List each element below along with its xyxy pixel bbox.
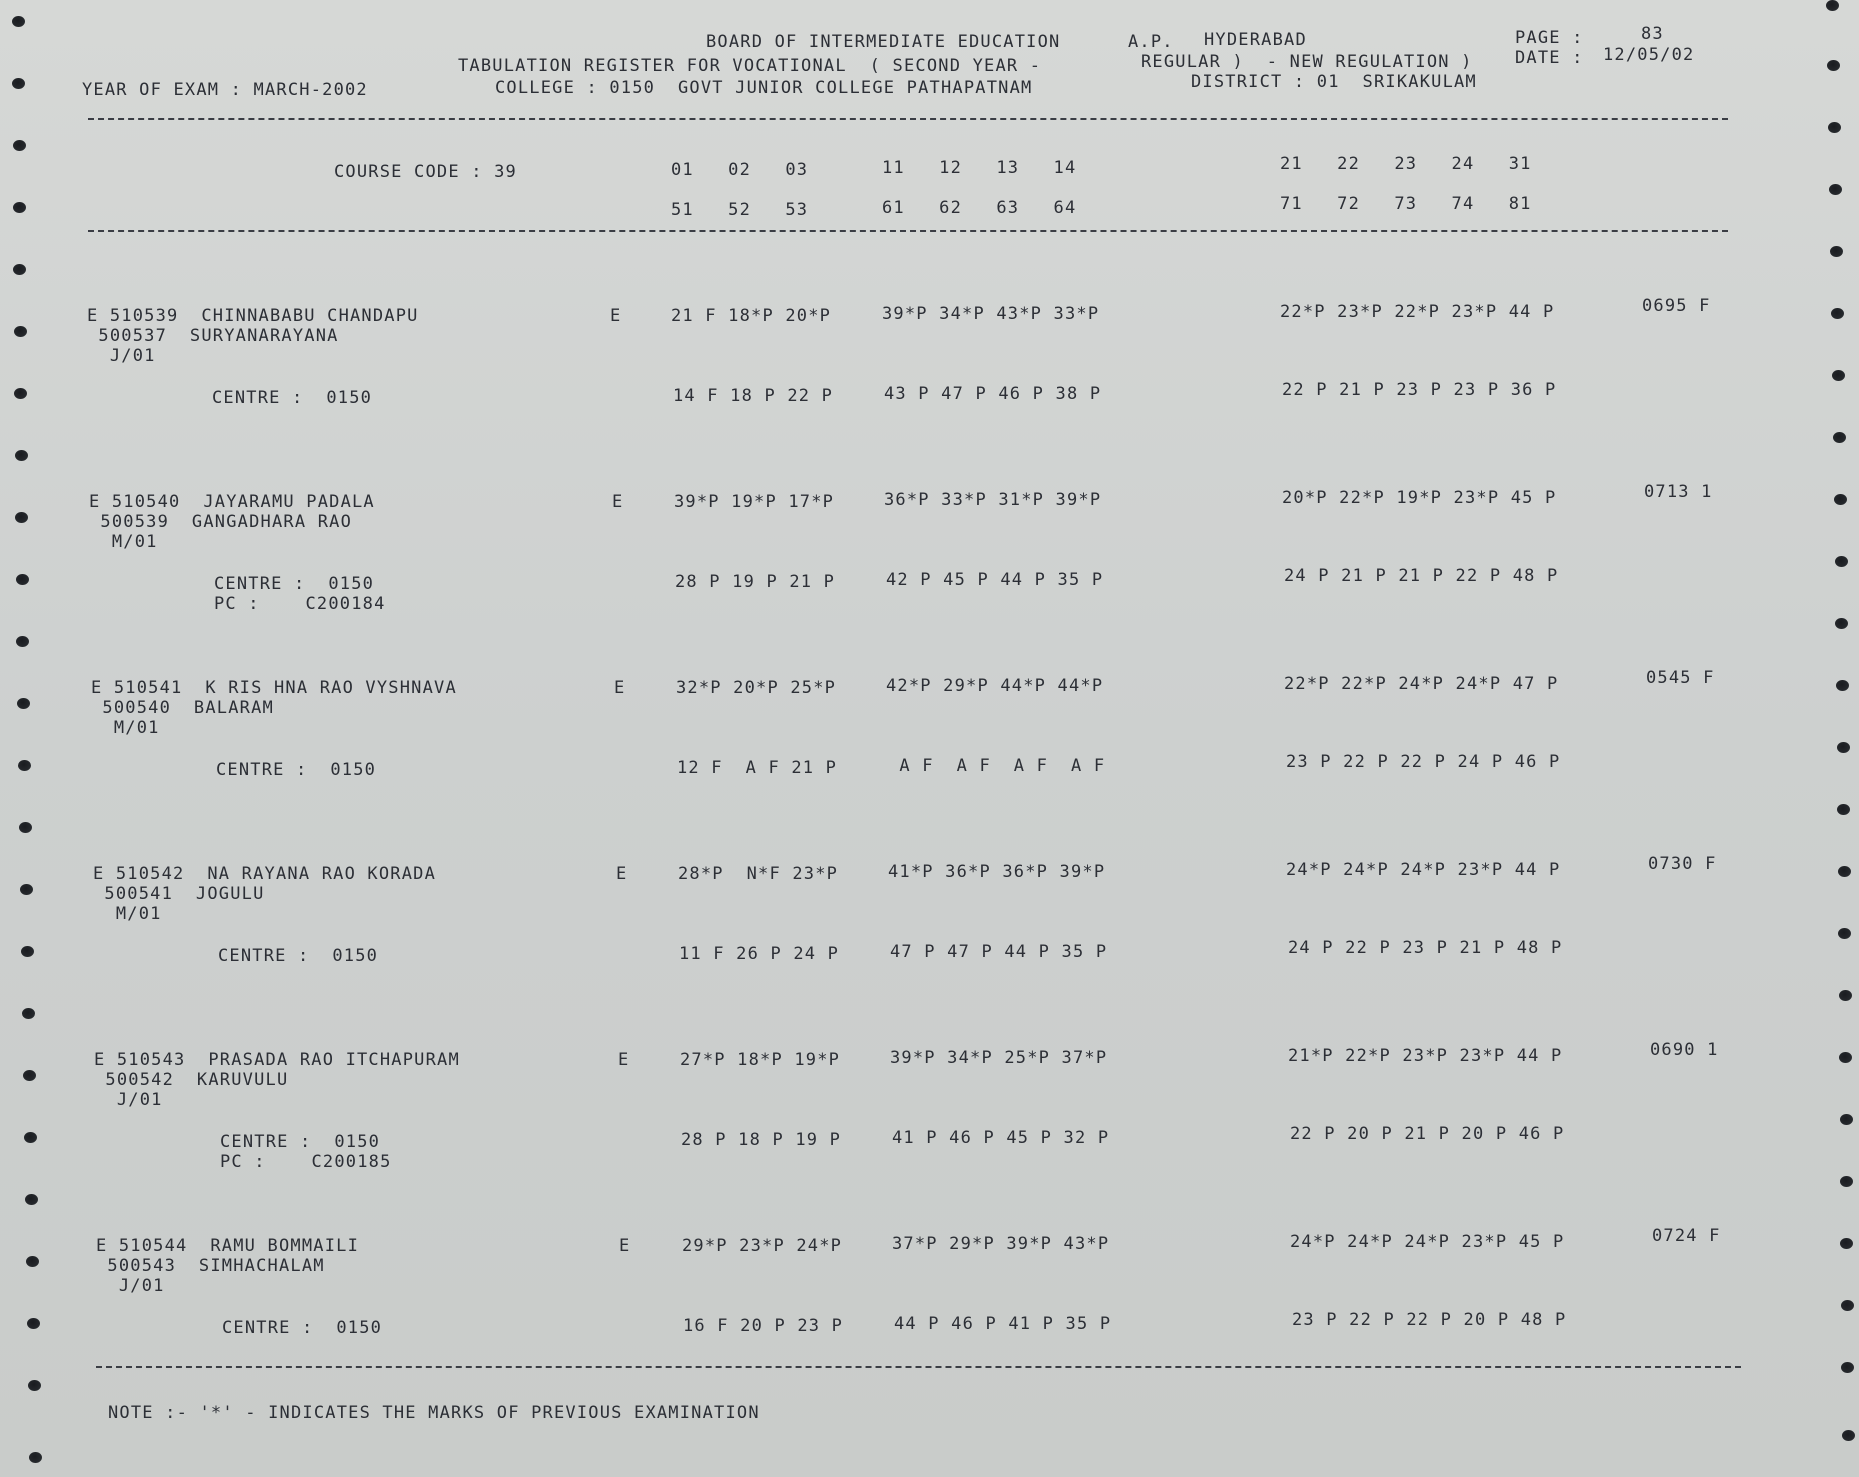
feed-hole — [28, 1380, 41, 1391]
marks-group-c: 21*P 22*P 23*P 23*P 44 P — [1288, 1046, 1563, 1066]
group-code: M/01 — [89, 532, 158, 552]
date-label: DATE : — [1515, 48, 1584, 68]
feed-hole — [1840, 1114, 1853, 1125]
feed-hole — [1841, 1300, 1854, 1311]
marks-group-c: 22*P 23*P 22*P 23*P 44 P — [1280, 302, 1555, 322]
group-code: M/01 — [91, 718, 160, 738]
hall-marks-b: A F A F A F A F — [888, 756, 1106, 776]
feed-hole — [24, 1132, 37, 1143]
total-result: 0695 F — [1642, 296, 1711, 316]
hall-marks-b: 42 P 45 P 44 P 35 P — [886, 570, 1104, 590]
subject-codes-e: 61 62 63 64 — [882, 198, 1077, 218]
centre: CENTRE : 0150 — [214, 574, 375, 594]
board-name: BOARD OF INTERMEDIATE EDUCATION — [706, 32, 1061, 52]
centre: CENTRE : 0150 — [216, 760, 377, 780]
feed-hole — [12, 78, 25, 89]
group-code: J/01 — [96, 1276, 165, 1296]
feed-hole — [12, 16, 25, 27]
subject-codes-b: 11 12 13 14 — [882, 158, 1077, 178]
hall-marks-b: 43 P 47 P 46 P 38 P — [884, 384, 1102, 404]
feed-hole — [21, 946, 34, 957]
marks-group-b: 36*P 33*P 31*P 39*P — [884, 490, 1102, 510]
feed-hole — [1842, 1430, 1855, 1441]
roll-and-name: E 510541 K RIS HNA RAO VYSHNAVA — [91, 678, 457, 698]
feed-hole — [19, 822, 32, 833]
parent-name: 500539 GANGADHARA RAO — [89, 512, 353, 532]
total-result: 0545 F — [1646, 668, 1715, 688]
marks-group-a: 39*P 19*P 17*P — [674, 492, 835, 512]
feed-hole — [1838, 928, 1851, 939]
medium: E — [619, 1236, 631, 1256]
parent-name: 500541 JOGULU — [93, 884, 265, 904]
marks-group-c: 20*P 22*P 19*P 23*P 45 P — [1282, 488, 1557, 508]
feed-hole — [1840, 1176, 1853, 1187]
hall-marks-b: 44 P 46 P 41 P 35 P — [894, 1314, 1112, 1334]
roll-and-name: E 510540 JAYARAMU PADALA — [89, 492, 375, 512]
roll-and-name: E 510539 CHINNABABU CHANDAPU — [87, 306, 419, 326]
subject-codes-c: 21 22 23 24 31 — [1280, 154, 1532, 174]
medium: E — [610, 306, 622, 326]
hall-marks-c: 22 P 20 P 21 P 20 P 46 P — [1290, 1124, 1565, 1144]
feed-hole — [1838, 866, 1851, 877]
total-result: 0724 F — [1652, 1226, 1721, 1246]
hall-marks-c: 22 P 21 P 23 P 23 P 36 P — [1282, 380, 1557, 400]
district: DISTRICT : 01 SRIKAKULAM — [1191, 72, 1477, 92]
feed-hole — [1831, 308, 1844, 319]
marks-group-b: 39*P 34*P 25*P 37*P — [890, 1048, 1108, 1068]
group-code: J/01 — [94, 1090, 163, 1110]
feed-hole — [1839, 990, 1852, 1001]
feed-hole — [25, 1194, 38, 1205]
feed-hole — [1840, 1238, 1853, 1249]
parent-name: 500540 BALARAM — [91, 698, 274, 718]
marks-group-c: 24*P 24*P 24*P 23*P 45 P — [1290, 1232, 1565, 1252]
state: A.P. — [1128, 32, 1174, 52]
hall-marks-a: 28 P 19 P 21 P — [675, 572, 836, 592]
medium: E — [618, 1050, 630, 1070]
feed-hole — [23, 1070, 36, 1081]
report-date: 12/05/02 — [1603, 45, 1695, 65]
feed-hole — [26, 1256, 39, 1267]
marks-group-b: 39*P 34*P 43*P 33*P — [882, 304, 1100, 324]
feed-hole — [15, 512, 28, 523]
college: COLLEGE : 0150 GOVT JUNIOR COLLEGE PATHAPATNAM — [495, 78, 1033, 98]
feed-hole — [1835, 618, 1848, 629]
feed-hole — [1835, 556, 1848, 567]
hall-marks-c: 23 P 22 P 22 P 24 P 46 P — [1286, 752, 1561, 772]
feed-hole — [1833, 432, 1846, 443]
hall-marks-c: 24 P 21 P 21 P 22 P 48 P — [1284, 566, 1559, 586]
feed-hole — [18, 760, 31, 771]
hall-marks-a: 14 F 18 P 22 P — [673, 386, 834, 406]
medium: E — [612, 492, 624, 512]
hall-marks-b: 41 P 46 P 45 P 32 P — [892, 1128, 1110, 1148]
city: HYDERABAD — [1204, 30, 1307, 50]
parent-name: 500543 SIMHACHALAM — [96, 1256, 325, 1276]
page-number: 83 — [1641, 24, 1664, 44]
centre: CENTRE : 0150 — [212, 388, 373, 408]
subject-codes-f: 71 72 73 74 81 — [1280, 194, 1532, 214]
total-result: 0713 1 — [1644, 482, 1713, 502]
subject-codes-d: 51 52 53 — [671, 200, 809, 220]
marks-group-b: 37*P 29*P 39*P 43*P — [892, 1234, 1110, 1254]
feed-hole — [1834, 494, 1847, 505]
feed-hole — [13, 140, 26, 151]
roll-and-name: E 510543 PRASADA RAO ITCHAPURAM — [94, 1050, 460, 1070]
marks-group-a: 21 F 18*P 20*P — [671, 306, 832, 326]
hall-marks-a: 12 F A F 21 P — [677, 758, 838, 778]
hall-marks-a: 11 F 26 P 24 P — [679, 944, 840, 964]
marks-group-c: 24*P 24*P 24*P 23*P 44 P — [1286, 860, 1561, 880]
regulation: REGULAR ) - NEW REGULATION ) — [1141, 52, 1473, 72]
footnote: NOTE :- '*' - INDICATES THE MARKS OF PREVIOUS EXAMINATION — [108, 1403, 760, 1423]
register-title: TABULATION REGISTER FOR VOCATIONAL ( SECOND YEAR - — [458, 56, 1042, 76]
rule-top — [88, 118, 1728, 120]
centre: CENTRE : 0150 — [220, 1132, 381, 1152]
feed-hole — [17, 698, 30, 709]
marks-group-a: 29*P 23*P 24*P — [682, 1236, 843, 1256]
subject-codes-a: 01 02 03 — [671, 160, 809, 180]
feed-hole — [1826, 0, 1839, 11]
feed-hole — [1839, 1052, 1852, 1063]
total-result: 0690 1 — [1650, 1040, 1719, 1060]
marks-group-b: 42*P 29*P 44*P 44*P — [886, 676, 1104, 696]
centre: CENTRE : 0150 — [222, 1318, 383, 1338]
roll-and-name: E 510542 NA RAYANA RAO KORADA — [93, 864, 437, 884]
feed-hole — [1830, 246, 1843, 257]
feed-hole — [1837, 804, 1850, 815]
parent-name: 500537 SURYANARAYANA — [87, 326, 339, 346]
centre: CENTRE : 0150 — [218, 946, 379, 966]
roll-and-name: E 510544 RAMU BOMMAILI — [96, 1236, 360, 1256]
feed-hole — [22, 1008, 35, 1019]
marks-group-a: 28*P N*F 23*P — [678, 864, 839, 884]
feed-hole — [16, 636, 29, 647]
page-label: PAGE : — [1515, 28, 1584, 48]
rule-header — [88, 230, 1728, 232]
hall-marks-a: 28 P 18 P 19 P — [681, 1130, 842, 1150]
feed-hole — [1836, 680, 1849, 691]
feed-hole — [1837, 742, 1850, 753]
medium: E — [614, 678, 626, 698]
pc-code: PC : C200184 — [214, 594, 386, 614]
total-result: 0730 F — [1648, 854, 1717, 874]
feed-hole — [1841, 1362, 1854, 1373]
feed-hole — [27, 1318, 40, 1329]
group-code: M/01 — [93, 904, 162, 924]
marks-group-c: 22*P 22*P 24*P 24*P 47 P — [1284, 674, 1559, 694]
hall-marks-c: 23 P 22 P 22 P 20 P 48 P — [1292, 1310, 1567, 1330]
rule-bottom — [96, 1366, 1741, 1368]
parent-name: 500542 KARUVULU — [94, 1070, 289, 1090]
hall-marks-a: 16 F 20 P 23 P — [683, 1316, 844, 1336]
marks-group-a: 27*P 18*P 19*P — [680, 1050, 841, 1070]
feed-hole — [13, 264, 26, 275]
feed-hole — [1828, 122, 1841, 133]
hall-marks-b: 47 P 47 P 44 P 35 P — [890, 942, 1108, 962]
course-code: COURSE CODE : 39 — [334, 162, 517, 182]
feed-hole — [13, 202, 26, 213]
group-code: J/01 — [87, 346, 156, 366]
feed-hole — [14, 326, 27, 337]
marks-group-b: 41*P 36*P 36*P 39*P — [888, 862, 1106, 882]
feed-hole — [1827, 60, 1840, 71]
medium: E — [616, 864, 628, 884]
feed-hole — [14, 388, 27, 399]
feed-hole — [1829, 184, 1842, 195]
pc-code: PC : C200185 — [220, 1152, 392, 1172]
feed-hole — [16, 574, 29, 585]
hall-marks-c: 24 P 22 P 23 P 21 P 48 P — [1288, 938, 1563, 958]
feed-hole — [29, 1452, 42, 1463]
feed-hole — [15, 450, 28, 461]
marks-group-a: 32*P 20*P 25*P — [676, 678, 837, 698]
feed-hole — [20, 884, 33, 895]
year-of-exam: YEAR OF EXAM : MARCH-2002 — [82, 80, 368, 100]
feed-hole — [1832, 370, 1845, 381]
